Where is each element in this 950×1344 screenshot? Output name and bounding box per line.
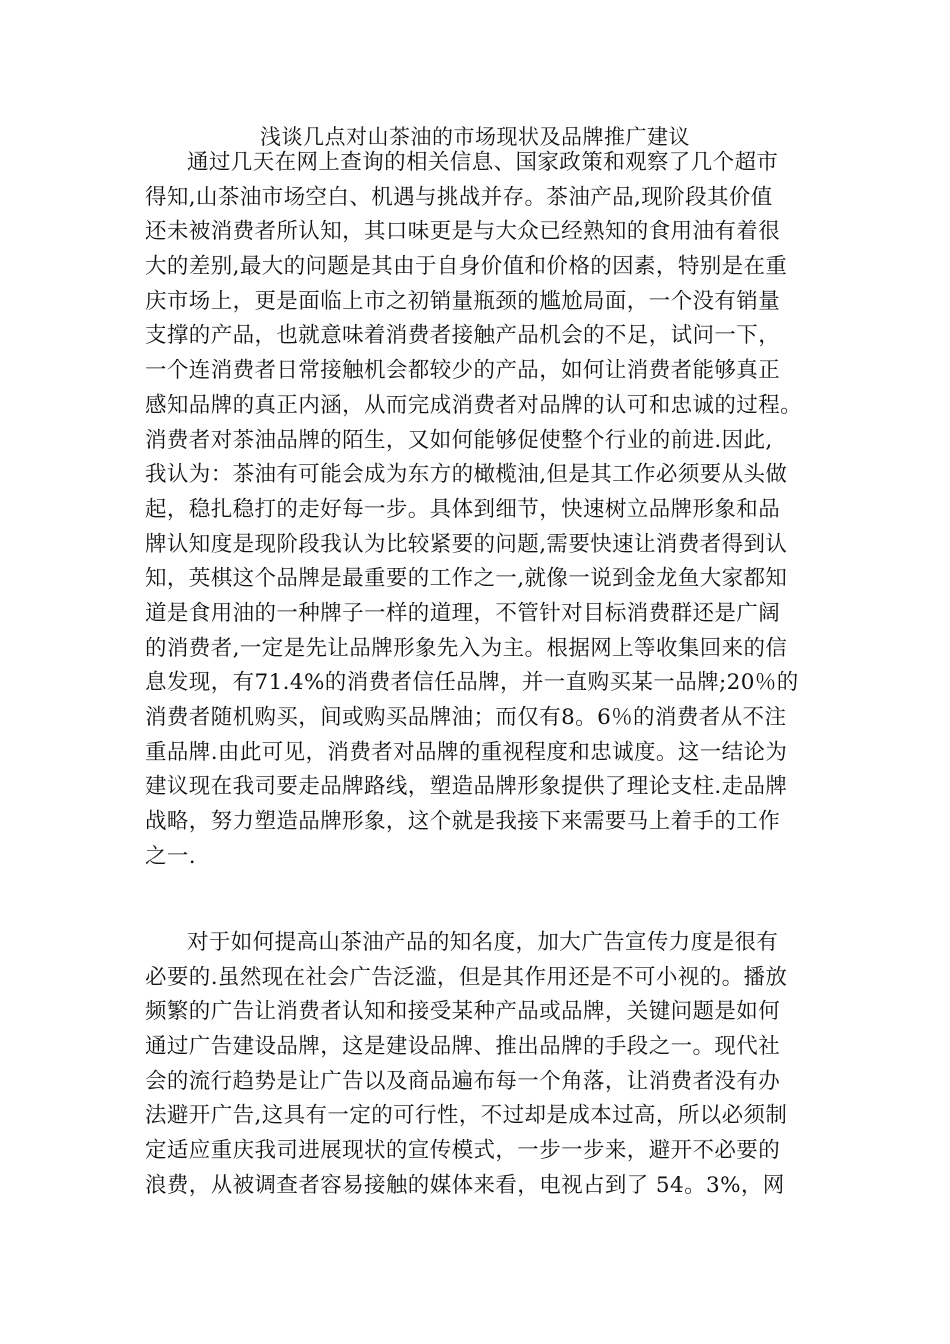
text-line: 我认为：茶油有可能会成为东方的橄榄油,但是其工作必须要从头做 (145, 462, 788, 488)
text-line: 浪费，从被调查者容易接触的媒体来看，电视占到了 54。3%，网 (145, 1172, 785, 1198)
paragraph-1 (145, 146, 845, 874)
text-line: 还未被消费者所认知，其口味更是与大众已经熟知的食用油有着很 (145, 219, 781, 245)
text-line: 道是食用油的一种牌子一样的道理，不管针对目标消费群还是广阔 (145, 600, 781, 626)
text-line: 感知品牌的真正内涵，从而完成消费者对品牌的认可和忠诚的过程。 (145, 392, 803, 418)
text-line: 必要的.虽然现在社会广告泛滥，但是其作用还是不可小视的。播放 (145, 964, 788, 990)
text-line: 庆市场上，更是面临上市之初销量瓶颈的尴尬局面，一个没有销量 (145, 288, 781, 314)
text-line: 消费者对茶油品牌的陌生，又如何能够促使整个行业的前进.因此, (145, 427, 773, 453)
text-line: 一个连消费者日常接触机会都较少的产品，如何让消费者能够真正 (145, 358, 781, 384)
text-line: 定适应重庆我司进展现状的宣传模式，一步一步来，避开不必要的 (145, 1138, 781, 1164)
text-line: 会的流行趋势是让广告以及商品遍布每一个角落，让消费者没有办 (145, 1068, 781, 1094)
text-line: 之一. (145, 843, 197, 869)
paragraph-2 (145, 926, 845, 1204)
document-title: 浅谈几点对山茶油的市场现状及品牌推广建议 (260, 125, 690, 149)
text-line: 重品牌.由此可见，消费者对品牌的重视程度和忠诚度。这一结论为 (145, 739, 788, 765)
text-line: 支撑的产品，也就意味着消费者接触产品机会的不足，试问一下， (145, 323, 781, 349)
text-line: 法避开广告,这具有一定的可行性，不过却是成本过高，所以必须制 (145, 1103, 788, 1129)
text-line: 知，英棋这个品牌是最重要的工作之一,就像一说到金龙鱼大家都知 (145, 566, 788, 592)
text-line: 大的差别,最大的问题是其由于自身价值和价格的因素，特别是在重 (145, 254, 788, 280)
text-line: 牌认知度是现阶段我认为比较紧要的问题,需要快速让消费者得到认 (145, 531, 788, 557)
text-line: 消费者随机购买，间或购买品牌油；而仅有8。6％的消费者从不注 (145, 705, 787, 730)
text-line: 对于如何提高山茶油产品的知名度，加大广告宣传力度是很有 (187, 930, 779, 955)
text-line: 的消费者,一定是先让品牌形象先入为主。根据网上等收集回来的信 (145, 635, 788, 661)
text-line: 通过广告建设品牌，这是建设品牌、推出品牌的手段之一。现代社 (145, 1034, 781, 1060)
text-line: 战略，努力塑造品牌形象，这个就是我接下来需要马上着手的工作 (145, 809, 781, 835)
text-line: 起，稳扎稳打的走好每一步。具体到细节，快速树立品牌形象和品 (145, 496, 781, 522)
text-line: 频繁的广告让消费者认知和接受某种产品或品牌，关键问题是如何 (145, 999, 781, 1025)
text-line: 建议现在我司要走品牌路线，塑造品牌形象提供了理论支柱.走品牌 (145, 774, 788, 800)
text-line: 得知,山茶油市场空白、机遇与挑战并存。茶油产品,现阶段其价值 (145, 184, 773, 210)
text-line: 息发现，有71.4%的消费者信任品牌，并一直购买某一品牌;20％的 (145, 670, 799, 696)
text-line: 通过几天在网上查询的相关信息、国家政策和观察了几个超市 (187, 150, 779, 175)
